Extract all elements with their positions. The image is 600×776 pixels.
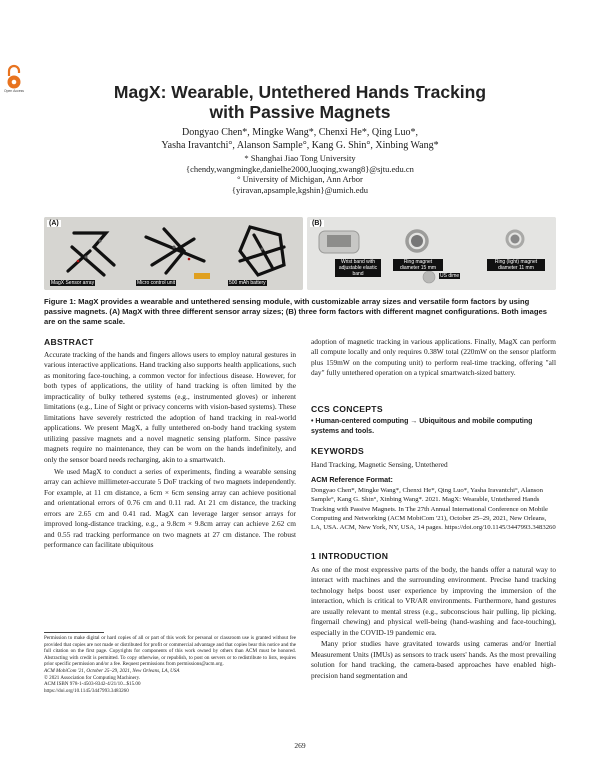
permission-text: Permission to make digital or hard copies of all or part of this work for personal or classroom use is granted without fee provided that copies are not made or distributed for profit or commercial advantage and that copies bear this notice and the full citation on the first page. Copyrights for components of this work owned by others than ACM must be honored. Abstracting with credit is permitted. To copy otherwise, or republish, to post on servers or to redistribute to lists, requires prior specific permission and/or a fee. Request permissions from permissions@acm.org. xyxy=(44,635,296,668)
permission-doi: https://doi.org/10.1145/3447993.3483260 xyxy=(44,687,129,694)
figure-panel-b xyxy=(307,217,556,290)
figure-b-dime-label: US dime xyxy=(440,273,460,279)
figure-a-caption-2: Micro control unit xyxy=(137,280,176,286)
author-list xyxy=(0,127,600,152)
affiliations xyxy=(0,153,600,195)
footnote-rule xyxy=(44,632,104,633)
figure-b-caption-3: Ring (light) magnet diameter 11 mm xyxy=(487,259,545,271)
figure-b-caption-1: Wrist band with adjustable elastic band xyxy=(335,259,381,277)
affiliation-2: ° University of Michigan, Ann Arbor xyxy=(237,174,363,184)
figure-b-caption-2: Ring magnet diameter 15 mm xyxy=(393,259,443,271)
introduction-paragraph-2: Many prior studies have gravitated towards using cameras and/or Inertial Measurement Units (IMUs) as sensors to track users' hands. As the most prevailing solution for hand tracking, the camera-based approaches have enabled high-precision hand segmentation and xyxy=(311,639,556,680)
keywords-heading: KEYWORDS xyxy=(311,446,365,456)
permission-venue: ACM MobiCom '21, October 25–29, 2021, New Orleans, LA, USA xyxy=(44,667,180,674)
email-2: {yiravan,apsample,kgshin}@umich.edu xyxy=(231,184,369,195)
introduction-body xyxy=(311,565,556,681)
form-factors-photo xyxy=(307,217,556,290)
permission-copyright: © 2021 Association for Computing Machinery. xyxy=(44,674,141,681)
ccs-heading: CCS CONCEPTS xyxy=(311,404,383,414)
title-line-2: with Passive Magnets xyxy=(209,102,391,122)
affiliation-1: * Shanghai Jiao Tong University xyxy=(244,153,356,163)
page-number: 269 xyxy=(294,741,306,750)
ccs-text: • Human-centered computing → Ubiquitous and mobile computing systems and tools. xyxy=(311,418,533,436)
email-1: {chendy,wangmingke,danielhe2000,luoqing,xwang8}@sjtu.edu.cn xyxy=(186,163,414,174)
badge-text-2: Access xyxy=(13,89,24,93)
permission-isbn: ACM ISBN 978-1-4503-8342-4/21/10...$15.00 xyxy=(44,681,141,688)
title-line-1: MagX: Wearable, Untethered Hands Tracking xyxy=(113,82,487,102)
figure-label-a: (A) xyxy=(49,220,59,227)
abstract-heading: ABSTRACT xyxy=(44,337,94,347)
abstract-paragraph-2: We used MagX to conduct a series of experiments, finding a wearable sensing array can achieve millimeter-accurate 5 DoF tracking of two magnets independently. For example, at 11 cm distance, a 6cm × 6cm sensing array can achieve positional and orientational errors of 0.76 cm and 0.11 rad. At 21 cm distance, the tracking errors are 2.65 cm and 0.41 rad. MagX can leverage larger sensor arrays for improved long-distance tracking, e.g., a 9.8cm × 9.8cm array can achieve 2.62 cm and 0.55 rad tracking performance on two magnets at 27 cm distance. The robust performance can facilitate ubiquitous xyxy=(44,466,296,550)
permission-block xyxy=(44,635,296,694)
reference-text: Dongyao Chen*, Mingke Wang*, Chenxi He*, Qing Luo*, Yasha Iravantchi°, Alanson Sample°, Kang G. Shin°, Xinbing Wang*. 2021. MagX: Wearable, Untethered Hands Tracking with Passive Magnets. In The 27th Annual International Conference on Mobile Computing and Networking (ACM MobiCom '21), October 25–29, 2021, New Orleans, LA, USA. ACM, New York, NY, USA, 14 pages. https://doi.org/10.1145/3447993.3483260 xyxy=(311,487,556,532)
figure-panel-a xyxy=(44,217,303,290)
reference-heading: ACM Reference Format: xyxy=(311,475,393,484)
authors-line-2: Yasha Iravantchi°, Alanson Sample°, Kang G. Shin°, Xinbing Wang* xyxy=(161,140,439,151)
introduction-heading: 1 INTRODUCTION xyxy=(311,551,389,561)
abstract-paragraph-1: Accurate tracking of the hands and fingers allows users to employ natural gestures in various interactive applications. Hand tracking also supports health applications, such as monitoring face-touching, a common vector for infectious disease. However, for both types of applications, the utility of hand tracking is often limited by the impracticality of bulky tethered systems (e.g., instrumented gloves) or inherent limitations (e.g., Line of Sight or privacy concerns with vision-based systems). These limitations have severely restricted the adoption of hand tracking in real-world applications. We present MagX, a fully untethered on-body hand tracking system utilizing passive magnets and a novel magnetic sensing platform. Since passive magnets require no maintenance, they can be worn on the hands indefinitely, and only the sensor board needs recharging, akin to a smartwatch. xyxy=(44,350,296,464)
abstract-continued: adoption of magnetic tracking in various applications. Finally, MagX can perform all compute locally and only requires 0.38W total (220mW on the sensor platform plus 159mW on the computing unit) to perform real-time tracking, offering "all day" fully untethered operation on a typical smartwatch-sized battery. xyxy=(311,337,556,378)
figure-caption: Figure 1: MagX provides a wearable and untethered sensing module, with customizable array sizes and versatile form factors by using passive magnets. (A) MagX with three different sensor array sizes; (B) three form factors with different magnet configurations. Both images are on the same scale. xyxy=(44,297,547,327)
figure-a-caption-1: MagX Sensor array xyxy=(51,280,95,286)
paper-title xyxy=(0,82,600,122)
authors-line-1: Dongyao Chen*, Mingke Wang*, Chenxi He*, Qing Luo*, xyxy=(182,127,418,138)
keywords-text: Hand Tracking, Magnetic Sensing, Untethered xyxy=(311,460,448,469)
abstract-body xyxy=(44,350,296,551)
badge-text-1: Open xyxy=(4,89,13,93)
introduction-paragraph-1: As one of the most expressive parts of the body, the hands offer a natural way to interact with machines and the surrounding environment. Precise hand tracking technology helps boost user experience by improving the immersion of the interaction, which is critical to VR/AR environments. Furthermore, hand gestures are usually relevant to mental stress (e.g., subconscious hair pulling, lip picking, fingernail chewing) and physical well-being (hand-washing and face-touching), especially in the COVID-19 pandemic era. xyxy=(311,565,556,637)
figure-label-b: (B) xyxy=(312,220,322,227)
figure-a-caption-3: 500 mAh battery xyxy=(229,280,266,286)
